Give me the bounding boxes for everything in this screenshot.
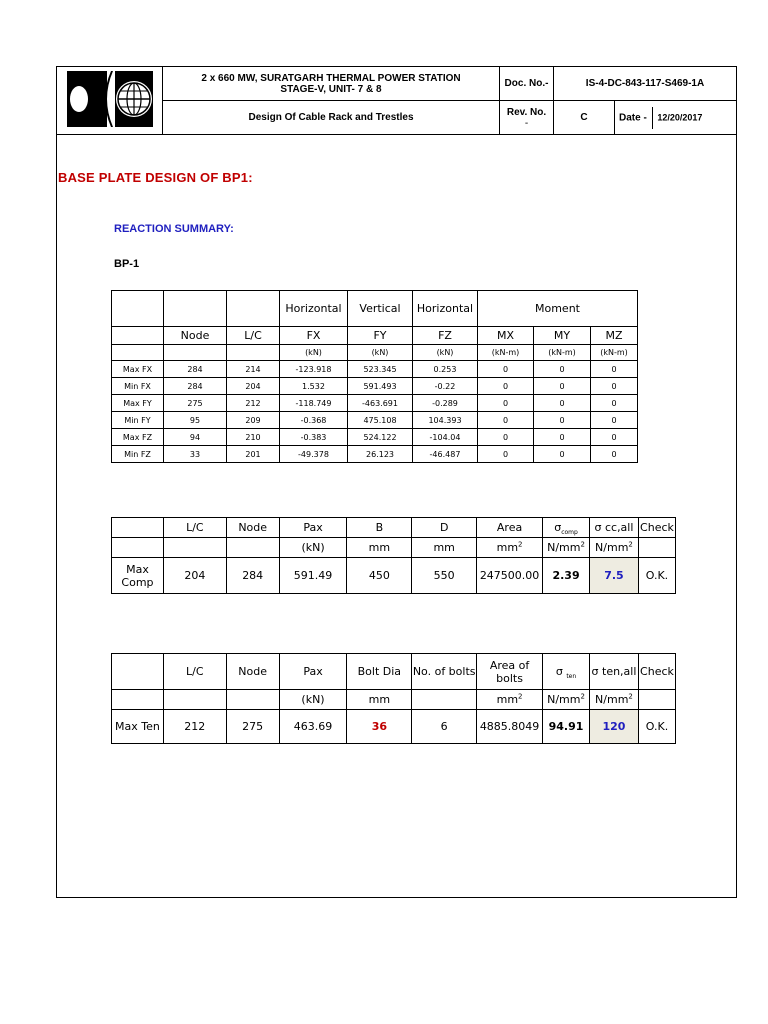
row-label: Max Comp	[112, 558, 164, 594]
row-label: Min FZ	[112, 446, 164, 463]
row-label: Max FZ	[112, 429, 164, 446]
table-row	[112, 558, 676, 594]
table-row	[112, 378, 638, 395]
reaction-summary-label: REACTION SUMMARY:	[114, 223, 234, 235]
compression-table	[111, 517, 676, 594]
table-cell: 475.108	[348, 412, 413, 429]
table-cell: 201	[227, 446, 280, 463]
table-row	[112, 412, 638, 429]
table-cell: -0.22	[413, 378, 478, 395]
column-header: Check	[638, 654, 675, 690]
table-row	[112, 710, 676, 744]
table-cell: 95	[164, 412, 227, 429]
table-cell: 26.123	[348, 446, 413, 463]
table-cell: 210	[227, 429, 280, 446]
logo-cell	[57, 67, 163, 135]
table-cell: 104.393	[413, 412, 478, 429]
table-cell: -463.691	[348, 395, 413, 412]
group-header: Moment	[478, 291, 638, 327]
table-row	[112, 361, 638, 378]
unit-cell: (kN-m)	[478, 345, 534, 361]
column-header: Node	[164, 327, 227, 345]
unit-cell: (kN)	[279, 690, 347, 710]
table-cell: 4885.8049	[477, 710, 543, 744]
table-cell: 0	[534, 412, 591, 429]
table-cell: -0.368	[280, 412, 348, 429]
unit-cell: $N/mm^2$	[590, 690, 639, 710]
doc-no-label: Doc. No.-	[500, 67, 554, 101]
table-cell: 524.122	[348, 429, 413, 446]
row-label: Max FX	[112, 361, 164, 378]
column-header: L/C	[227, 327, 280, 345]
table-cell: 591.49	[279, 558, 347, 594]
table-cell: 0	[534, 395, 591, 412]
row-label: Max Ten	[112, 710, 164, 744]
unit-cell: (kN)	[280, 345, 348, 361]
table-cell: 0	[591, 429, 638, 446]
column-header: MY	[534, 327, 591, 345]
table-cell: 247500.00	[477, 558, 543, 594]
column-header: Area of bolts	[477, 654, 543, 690]
table-cell: 0	[534, 429, 591, 446]
table-cell: 0	[591, 378, 638, 395]
table-cell: 284	[164, 378, 227, 395]
column-header: No. of bolts	[412, 654, 477, 690]
table-cell: 0	[478, 395, 534, 412]
table-cell: 0.253	[413, 361, 478, 378]
table-cell: 523.345	[348, 361, 413, 378]
table-cell: 550	[412, 558, 477, 594]
table-cell: 6	[412, 710, 477, 744]
document-header	[56, 66, 737, 135]
table-cell: 94.91	[543, 710, 590, 744]
document-subtitle: Design Of Cable Rack and Trestles	[163, 101, 500, 135]
rev-no-label: Rev. No. -	[500, 101, 554, 135]
table-cell: 284	[164, 361, 227, 378]
sigma-comp-header: $\sigma_{comp}$	[543, 518, 590, 538]
table-cell: 284	[226, 558, 279, 594]
table-cell: 2.39	[543, 558, 590, 594]
table-cell: 36	[347, 710, 412, 744]
table-cell: 0	[591, 412, 638, 429]
table-cell: 450	[347, 558, 412, 594]
bp-label: BP-1	[114, 258, 140, 270]
group-header: Horizontal	[413, 291, 478, 327]
unit-cell: $mm^2$	[477, 690, 543, 710]
table-cell: 1.532	[280, 378, 348, 395]
unit-cell: mm	[347, 538, 412, 558]
group-header: Vertical	[348, 291, 413, 327]
table-cell: 204	[163, 558, 226, 594]
table-cell: -104.04	[413, 429, 478, 446]
reaction-table	[111, 290, 638, 463]
check-status: O.K.	[638, 710, 675, 744]
table-cell: 204	[227, 378, 280, 395]
column-header: FZ	[413, 327, 478, 345]
row-label: Min FX	[112, 378, 164, 395]
unit-cell: $mm^2$	[477, 538, 543, 558]
table-cell: 33	[164, 446, 227, 463]
table-row	[112, 446, 638, 463]
check-status: O.K.	[638, 558, 675, 594]
unit-cell: (kN-m)	[534, 345, 591, 361]
column-header: Node	[226, 654, 279, 690]
sigma-ten-all-header: σ ten,all	[590, 654, 639, 690]
unit-cell: (kN-m)	[591, 345, 638, 361]
unit-cell: $N/mm^2$	[543, 690, 590, 710]
table-row	[112, 395, 638, 412]
column-header: Check	[638, 518, 675, 538]
table-cell: 212	[163, 710, 226, 744]
date-label: Date -	[619, 112, 647, 124]
sigma-cc-all-header: σ cc,all	[590, 518, 639, 538]
table-cell: 0	[478, 412, 534, 429]
column-header: Bolt Dia	[347, 654, 412, 690]
group-header: Horizontal	[280, 291, 348, 327]
row-label: Min FY	[112, 412, 164, 429]
unit-cell: $N/mm^2$	[543, 538, 590, 558]
table-cell: 275	[164, 395, 227, 412]
section-title: BASE PLATE DESIGN OF BP1:	[58, 170, 253, 185]
column-header: Area	[477, 518, 543, 538]
column-header: Pax	[279, 654, 347, 690]
table-cell: -49.378	[280, 446, 348, 463]
table-cell: 209	[227, 412, 280, 429]
unit-cell: (kN)	[348, 345, 413, 361]
column-header: FX	[280, 327, 348, 345]
table-cell: -123.918	[280, 361, 348, 378]
column-header: L/C	[163, 654, 226, 690]
table-cell: 0	[478, 446, 534, 463]
row-label: Max FY	[112, 395, 164, 412]
column-header: L/C	[163, 518, 226, 538]
column-header: D	[412, 518, 477, 538]
column-header: Pax	[279, 518, 347, 538]
table-row	[112, 429, 638, 446]
column-header: MZ	[591, 327, 638, 345]
table-cell: 0	[591, 395, 638, 412]
tension-table	[111, 653, 676, 744]
table-cell: 463.69	[279, 710, 347, 744]
table-cell: 7.5	[590, 558, 639, 594]
unit-cell: mm	[347, 690, 412, 710]
table-cell: 0	[591, 361, 638, 378]
company-logo-icon	[65, 69, 155, 129]
table-cell: -0.383	[280, 429, 348, 446]
table-cell: 0	[478, 361, 534, 378]
table-cell: 0	[591, 446, 638, 463]
unit-cell: mm	[412, 538, 477, 558]
column-header: Node	[226, 518, 279, 538]
table-cell: 0	[534, 378, 591, 395]
unit-cell: $N/mm^2$	[590, 538, 639, 558]
unit-cell: (kN)	[413, 345, 478, 361]
date-value: 12/20/2017	[657, 112, 703, 123]
rev-value: C	[554, 101, 615, 135]
table-cell: -118.749	[280, 395, 348, 412]
table-cell: 0	[534, 446, 591, 463]
column-header: FY	[348, 327, 413, 345]
sigma-ten-header: σ $_{ten}$	[543, 654, 590, 690]
table-cell: -46.487	[413, 446, 478, 463]
table-cell: 591.493	[348, 378, 413, 395]
table-cell: 0	[478, 429, 534, 446]
page-frame	[56, 66, 737, 898]
table-cell: 0	[478, 378, 534, 395]
table-cell: 0	[534, 361, 591, 378]
table-cell: 120	[590, 710, 639, 744]
table-cell: 94	[164, 429, 227, 446]
unit-cell: (kN)	[279, 538, 347, 558]
table-cell: 212	[227, 395, 280, 412]
project-title: 2 x 660 MW, SURATGARH THERMAL POWER STATION STAGE-V, UNIT- 7 & 8	[163, 67, 500, 101]
date-cell	[615, 101, 737, 135]
table-cell: 214	[227, 361, 280, 378]
table-cell: -0.289	[413, 395, 478, 412]
column-header: MX	[478, 327, 534, 345]
doc-no-value: IS-4-DC-843-117-S469-1A	[554, 67, 737, 101]
column-header: B	[347, 518, 412, 538]
table-cell: 275	[226, 710, 279, 744]
